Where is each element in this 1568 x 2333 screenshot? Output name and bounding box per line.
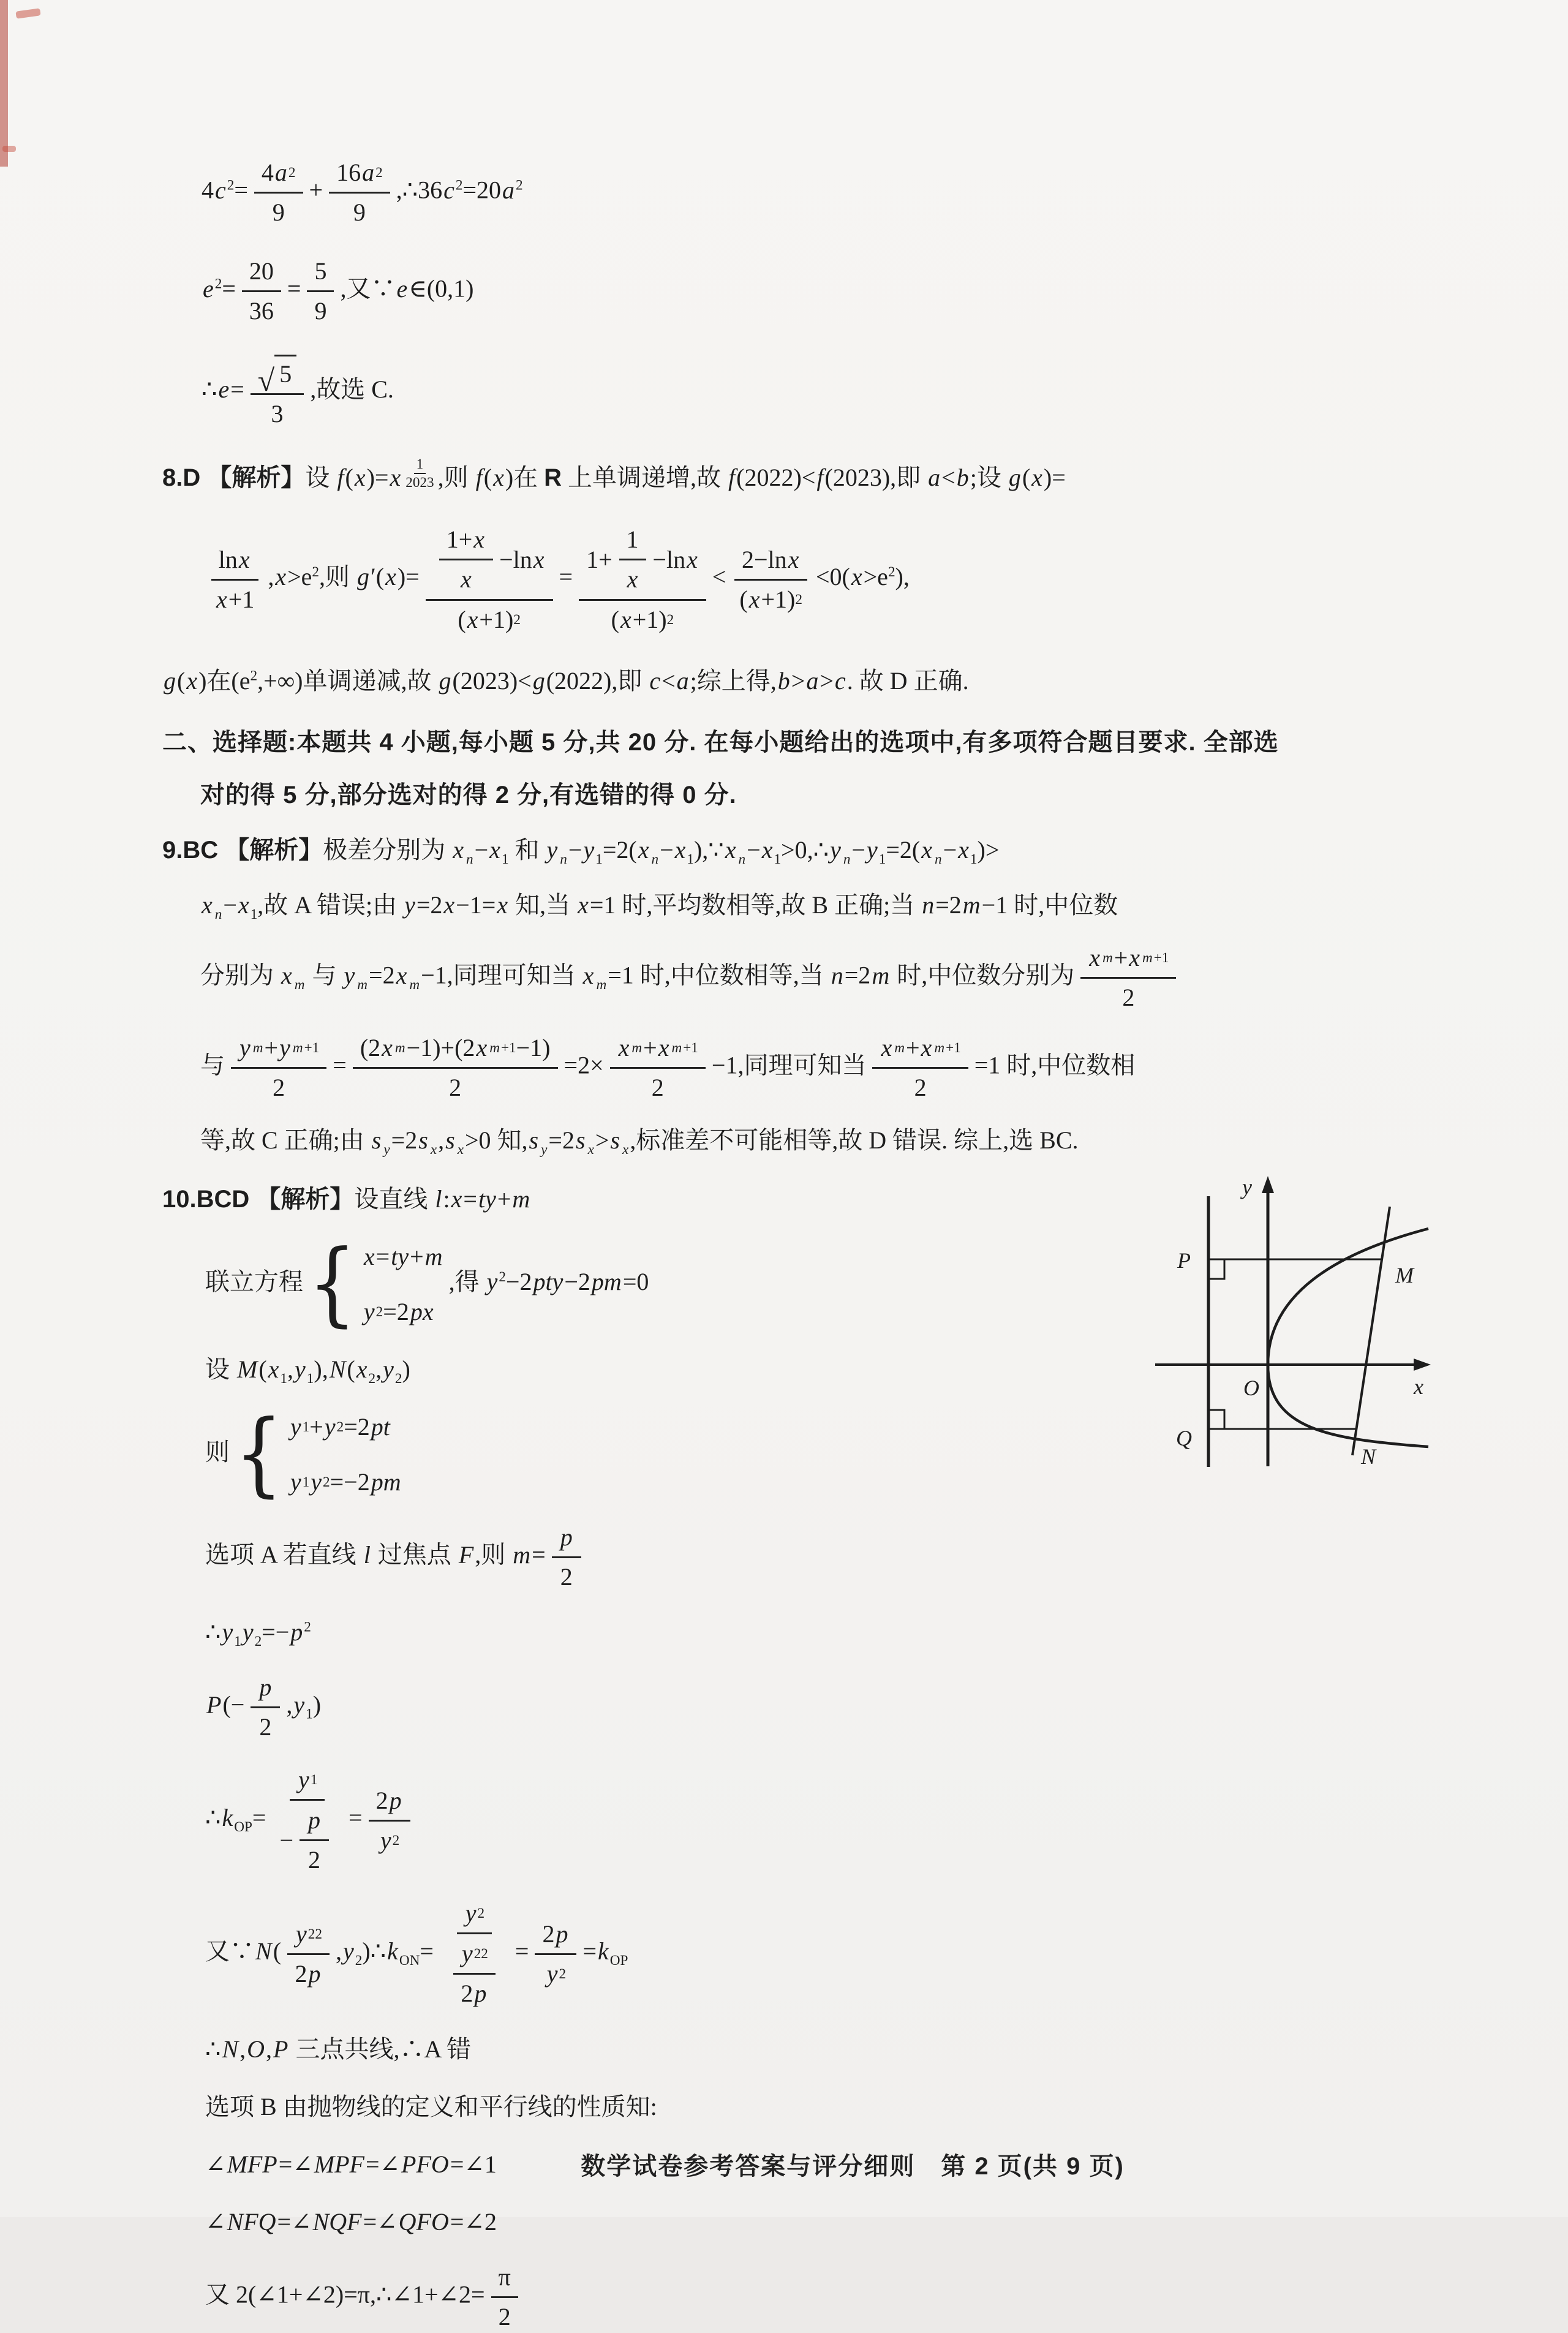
q8-line-2: g(x)在$(e^2,+\infty)$单调递减,故 g(2023)<g(2022),即 c<a;综上得,b>a>c. 故 D 正确.: [164, 667, 969, 695]
q10-points: 设 $M(x_1,y_1),N(x_2,y_2)$: [205, 1355, 410, 1387]
label-o: O: [1243, 1376, 1259, 1401]
fraction: 2−ln x ( x +1) 2: [732, 544, 810, 616]
brace: {: [308, 1231, 356, 1337]
fraction: 16 a 2 9: [329, 157, 390, 228]
fraction: x m + x m+1 2: [872, 1032, 968, 1104]
chord-mn: [1352, 1207, 1390, 1455]
fraction: y 2 2 2 p: [287, 1918, 330, 1990]
fraction: 2 p y 2: [369, 1785, 410, 1856]
q10-angles-2: ∠NFQ=∠NQF=∠QFO=∠2: [205, 2208, 497, 2236]
y-axis-arrow: [1262, 1176, 1274, 1193]
fraction: 1+ x x: [439, 524, 493, 595]
label-y: y: [1242, 1175, 1252, 1200]
q9-line-4: 与 y m + y m+1 2 = (2 x m −1)+(2 x m+1 −1) 2 =2× x m + x m+1 2 −1,同理可知当 x m + x m+1 2 =1 时,中位数相: [200, 1032, 1421, 1104]
fraction: 2 p y 2: [535, 1918, 576, 1990]
q7-eq-3: ∴e= √ 5 3 ,故选 C.: [202, 354, 1421, 430]
fraction: y 1 − $\frac{p}{2}$: [272, 1764, 342, 1877]
scan-artifact-red-bar: [0, 0, 8, 167]
q7-eq-1: $4c^2=$ 4 a 2 9 + 16 a 2 9 $,\therefore 36c^2=20a^2$: [202, 157, 1421, 228]
label-n: N: [1361, 1444, 1376, 1469]
fraction: $\frac{\pi}{2}$: [491, 2261, 518, 2333]
sec2-head-1: 二、选择题:本题共 4 小题,每小题 5 分,共 20 分. 在每小题给出的选项中,有多项符合题目要求. 全部选: [162, 729, 1279, 756]
brace: {: [235, 1401, 283, 1507]
q10-optionB: 选项 B 由抛物线的定义和平行线的性质知:: [205, 2093, 657, 2121]
fraction: x m + x m+1 2: [1080, 942, 1176, 1014]
label-m: M: [1395, 1263, 1414, 1288]
fraction: y 2 2 2 p: [453, 1938, 496, 2010]
sec2-head-2: 对的得 5 分,部分选对的得 2 分,有选错的得 0 分.: [200, 782, 737, 809]
fraction: ln x x +1: [208, 544, 262, 616]
scan-artifact-red-dot: [2, 146, 16, 152]
q9-line-2: x $_n-x_1$,故 A 错误;由 y=2x−1=x 知,当 x=1 时,平均数相等,故 B 正确;当 n=2m−1 时,中位数: [202, 891, 1118, 923]
x-axis-arrow: [1414, 1359, 1431, 1371]
q10-pointP: P(− $\frac{p}{2}$ $,y_1$): [205, 1672, 1421, 1743]
fraction: $\frac{20}{36}$: [242, 255, 281, 327]
label-q: Q: [1176, 1426, 1192, 1451]
fraction: x m + x m+1 2: [610, 1032, 706, 1104]
question10-figure: [1145, 1163, 1433, 1469]
fraction: y m + y m+1 2: [231, 1032, 326, 1104]
q10-angles-1: ∠MFP=∠MPF=∠PFO=∠1: [205, 2150, 497, 2179]
q10-optionA: 选项 A 若直线 l 过焦点 F,则 m= $\frac{p}{2}$: [205, 1521, 1421, 1593]
fraction: $\frac{p}{2}$: [251, 1672, 280, 1743]
equation-system: { y 1 + y 2 =2 pt y 1 y 2 =−2 pm: [235, 1401, 401, 1507]
q9-line-1: 9.BC 【解析】极差分别为 x $_n-x_1$ 和 y $_n-y_1=2(x$ $_n-x_1),\because x$ $_n-x_1>0,\therefore y$ $_n-y_1=2(x$ $_n-x_1)>$: [162, 836, 1000, 868]
fraction: 4 a 2 9: [254, 157, 303, 228]
page-footer: 数学试卷参考答案与评分细则 第 2 页(共 9 页): [581, 2153, 1125, 2180]
q9-line-3: 分别为 x $_m$ 与 y $_m$=2x $_m$−1,同理可知当 x $_m$=1 时,中位数相等,当 n=2m 时,中位数分别为 x m + x m+1 2: [200, 942, 1421, 1014]
fraction: 1+ x x −ln x ( x +1) 2: [426, 523, 553, 636]
q10-eqsys-2: 则 { y 1 + y 2 =2 pt y 1 y 2 =−2 pm: [205, 1401, 401, 1507]
answer-lines-main: [162, 157, 1421, 1159]
q8-eq: ln x x +1 $,x>e^2$,则 g′(x)= 1+ x x −ln x ( x +1) 2 = 1+ $\frac{1}{x}$ −ln x ( x +1) 2 < 2−ln x ( x +1) 2 $<0(x>e^2)$,: [202, 523, 1421, 636]
right-angle-at-p: [1208, 1259, 1224, 1279]
fraction: $\frac{5}{9}$: [307, 255, 334, 327]
q7-eq-2: $e^2=$ $\frac{20}{36}$ = $\frac{5}{9}$ ,又∵e∈(0,1): [202, 255, 1421, 327]
label-p: P: [1177, 1248, 1191, 1273]
q9-line-5: 等,故 C 正确;由 s $_y$=2s $_x$,s $_x$>0 知,s $_y$=2s $_x$>s $_x$,标准差不可能相等,故 D 错误. 综上,选 BC.: [200, 1126, 1079, 1158]
label-x: x: [1414, 1374, 1423, 1400]
parabola-diagram: [1145, 1163, 1433, 1469]
fraction: y 2 y 2 2 2 p: [440, 1898, 509, 2010]
parabola-curve: [1268, 1229, 1428, 1447]
equation-system: { x = ty + m y 2 =2 px: [308, 1231, 443, 1337]
q10-y1y2: $\therefore y_1y_2=-p^2$: [205, 1618, 311, 1650]
fraction: 1 2023: [405, 456, 434, 491]
fraction: 1+ $\frac{1}{x}$ −ln x ( x +1) 2: [579, 523, 706, 636]
q8-line-1: 8.D 【解析】设 f(x)=x $^{\frac{1}{2023}}$ ,则 f(x)在 R 上单调递增,故 f(2022)<f(2023),即 a<b;设 g(x)=: [162, 456, 1066, 492]
radical: √ 5: [258, 355, 296, 390]
q10-kop: $\therefore k_{OP}=$ y 1 − $\frac{p}{2}$ = 2 p y 2: [205, 1764, 1421, 1877]
fraction: $\frac{p}{2}$: [552, 1521, 581, 1593]
fraction: $\frac{1}{x}$: [619, 524, 647, 595]
fraction: (2 x m −1)+(2 x m+1 −1) 2: [353, 1032, 558, 1104]
q10-collinear: ∴N,O,P 三点共线,∴A 错: [205, 2035, 472, 2064]
q10-final: 又 2(∠1+∠2)=π,∴∠1+∠2= $\frac{\pi}{2}$: [205, 2261, 1421, 2333]
fraction: $\frac{p}{2}$: [300, 1804, 329, 1876]
q10-kon: 又∵N( y 2 2 2 p $,y_2)\therefore k_{ON}=$ y 2 y 2 2 2 p = 2 p y 2 $=k_{OP}$: [205, 1898, 1421, 2010]
q10-line-1: 10.BCD 【解析】设直线 l:x=ty+m: [162, 1185, 530, 1213]
q10-eqsys-1: 联立方程 { x = ty + m y 2 =2 px ,得 $y^2-2pty-2pm=0$: [205, 1231, 649, 1337]
fraction: √ 5 3: [251, 354, 304, 430]
right-angle-at-q: [1208, 1410, 1224, 1429]
